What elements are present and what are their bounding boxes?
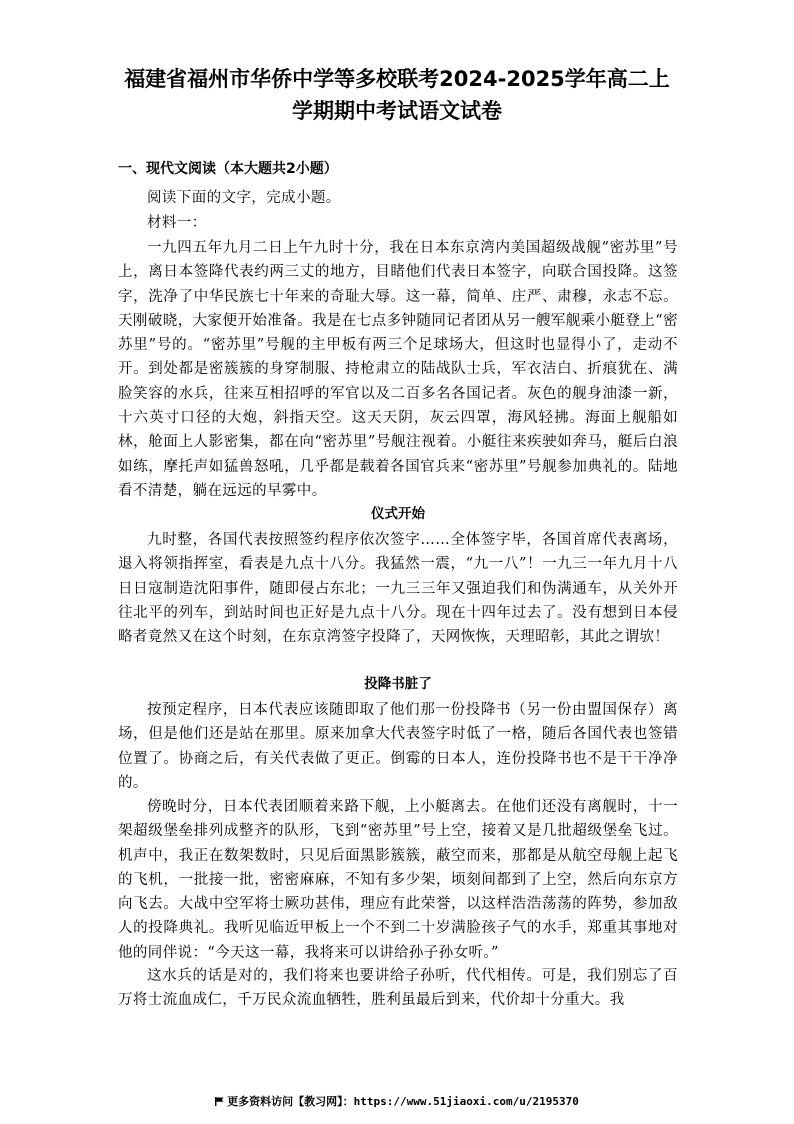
subheading-ceremony-begins: 仪式开始 bbox=[371, 506, 425, 522]
section-heading: 一、现代文阅读（本大题共2小题） bbox=[118, 161, 338, 177]
paragraph-4: 傍晚时分，日本代表团顺着来路下舰，上小艇离去。在他们还没有离舰时，十一架超级堡垒排列成整齐的队形，飞到“密苏里”号上空，接着又是几批超级堡垒飞过。机声中，我正在数架数时，只见后面黑影簇簇，蔽空而来，那都是从航空母舰上起飞的飞机，一批接一批，密密麻麻，不知有多少架，顷刻间都到了上空，然后向东京方向飞去。大战中空军将士厥功甚伟，理应有此荣誉，以这样浩浩荡荡的阵势，参加敌人的投降典礼。我听见临近甲板上一个不到二十岁满脸孩子气的水手，郑重其事地对他的同伴说：“今天这一幕，我将来可以讲给孙子孙女听。” bbox=[118, 799, 678, 961]
paragraph-3: 按预定程序，日本代表应该随即取了他们那一份投降书（另一份由盟国保存）离场，但是他们还是站在那里。原来加拿大代表签字时低了一格，随后各国代表也签错位置了。协商之后，有关代表做了更正。倒霉的日本人，连份投降书也不是干干净净的。 bbox=[118, 702, 678, 791]
footer-text: 更多资料访问【教习网】：https://www.51jiaoxi.com/u/2195370 bbox=[227, 1095, 579, 1108]
paragraph-2: 九时整，各国代表按照签约程序依次签字……全体签字毕，各国首席代表离场，退入将领指挥室，看表是九点十八分。我猛然一震，“九一八”！一九三一年九月十八日日寇制造沈阳事件，随即侵占东北；一九三三年又强迫我们和伪满通车，从关外开往北平的列车，到站时间也正好是九点十八分。现在十四年过去了。没有想到日本侵略者竟然又在这个时刻，在东京湾签字投降了，天网恢恢，天理昭彰，其此之谓欤！ bbox=[118, 532, 678, 646]
paragraph-5: 这水兵的话是对的，我们将来也要讲给子孙听，代代相传。可是，我们别忘了百万将士流血成仁，千万民众流血牺牲，胜利虽最后到来，代价却十分重大。我 bbox=[118, 968, 678, 1009]
flag-icon bbox=[215, 1097, 224, 1106]
document-title-line1: 福建省福州市华侨中学等多校联考2024-2025学年高二上 bbox=[124, 67, 670, 91]
document-title-line2: 学期期中考试语文试卷 bbox=[292, 99, 502, 123]
intro-text: 阅读下面的文字，完成小题。 bbox=[147, 190, 341, 206]
subheading-surrender-document: 投降书脏了 bbox=[364, 676, 432, 692]
material-label: 材料一： bbox=[147, 215, 207, 231]
footer-link[interactable] bbox=[0, 1094, 794, 1110]
paragraph-1: 一九四五年九月二日上午九时十分，我在日本东京湾内美国超级战舰“密苏里”号上，离日本签降代表约两三丈的地方，目睹他们代表日本签字，向联合国投降。这签字，洗净了中华民族七十年来的奇耻大辱。这一幕，简单、庄严、肃穆，永志不忘。天刚破晓，大家便开始准备。我是在七点多钟随同记者团从另一艘军舰乘小艇登上“密苏里”号的。“密苏里”号舰的主甲板有两三个足球场大，但这时也显得小了，走动不开。到处都是密簇簇的身穿制服、持枪肃立的陆战队士兵，军衣洁白、折痕犹在、满脸笑容的水兵，往来互相招呼的军官以及二百多名各国记者。灰色的舰身油漆一新，十六英寸口径的大炮，斜指天空。这天天阴，灰云四罩，海风轻拂。海面上舰船如林，舱面上人影密集，都在向“密苏里”号舰注视着。小艇往来疾驶如奔马，艇后白浪如练，摩托声如猛兽怒吼，几乎都是载着各国官兵来“密苏里”号舰参加典礼的。陆地看不清楚，躺在远远的早雾中。 bbox=[118, 240, 678, 499]
